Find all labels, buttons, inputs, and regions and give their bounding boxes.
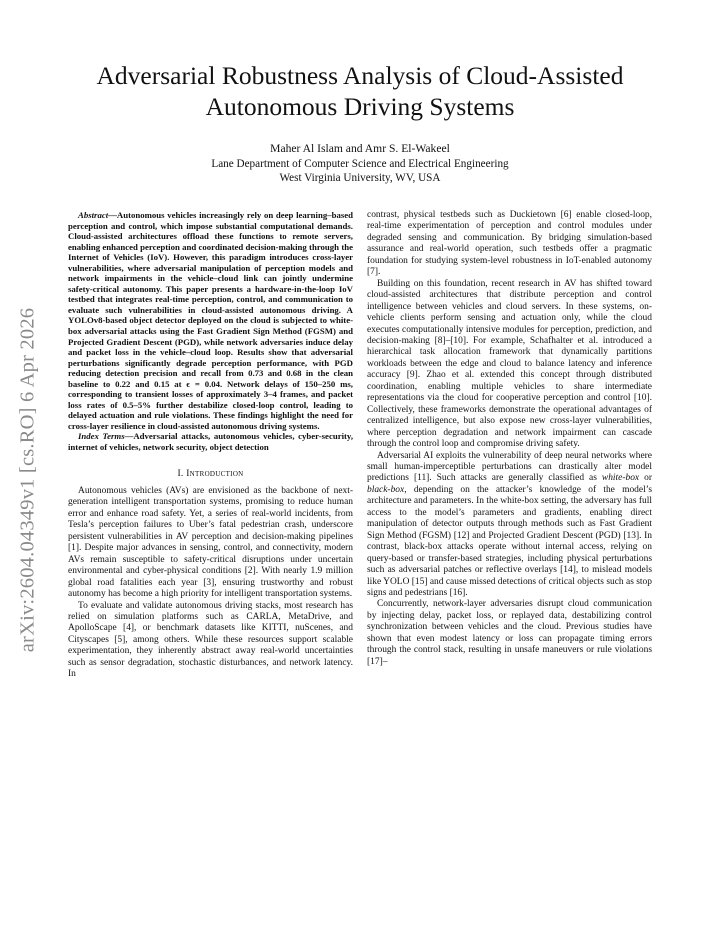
index-terms-label: Index Terms (78, 431, 125, 442)
section-heading-introduction (68, 469, 353, 480)
arxiv-identifier: arXiv:2604.04349v1 [cs.RO] 6 Apr 2026 (16, 307, 39, 653)
paragraph-4-part-a: Adversarial AI exploits the vulnerability of deep neural networks where small human-imperceptible perturbations can drastically alter model predictions [11]. Such attacks are generally classified as (367, 450, 652, 484)
index-terms (68, 431, 353, 452)
index-terms-text: —Adversarial attacks, autonomous vehicles, cyber-security, internet of vehicles, network security, object detection (68, 431, 354, 453)
intro-paragraph-3: Building on this foundation, recent research in AV has shifted toward cloud-assisted architectures that distribute perception and control intelligence between vehicles and cloud servers. In these systems, on-vehicle clients perform sensing and actuation only, while the cloud executes computationally intensive modules for perception, prediction, and decision-making [8]–[10]. For example, Schafhalter et al. introduced a hierarchical task allocation framework that dynamically partitions workloads between the edge and cloud to balance latency and inference accuracy [9]. Zhao et al. extended this concept through distributed coordination, enabling multiple vehicles to share intermediate representations via the cloud for cooperative perception and control [10]. Collectively, these frameworks demonstrate the operational advantages of centralized intelligence, but also expose new cross-layer vulnerabilities, where perception degradation and network impairment can cascade through the control loop and compromise driving safety. (367, 278, 652, 450)
abstract (68, 210, 353, 431)
affiliation-department: Lane Department of Computer Science and Electrical Engineering (211, 158, 509, 170)
term-black-box: black-box (367, 484, 405, 495)
title-line-2: Autonomous Driving Systems (205, 92, 515, 121)
author-block (40, 142, 680, 185)
section-number: I. (177, 468, 187, 479)
section-title: Introduction (186, 468, 244, 479)
title-line-1: Adversarial Robustness Analysis of Cloud-Assisted (96, 61, 624, 90)
affiliation-university: West Virginia University, WV, USA (279, 172, 441, 184)
intro-paragraph-5: Concurrently, network-layer adversaries disrupt cloud communication by injecting delay, packet loss, or replayed data, destabilizing control synchronization between vehicles and the cloud. Previous studies have shown that even modest latency or loss can propagate timing errors through the control stack, resulting in unsafe maneuvers or rule violations [17]– (367, 599, 652, 667)
abstract-text: —Autonomous vehicles increasingly rely on deep learning–based perception and control, which impose substantial computational demands. Cloud-assisted architectures offload these functions to remote servers, enabling enhanced perception and coordinated decision-making through the Internet of Vehicles (IoV). However, this paradigm introduces cross-layer vulnerabilities, where adversarial manipulation of perception models and network impairments in the vehicle–cloud link can jointly undermine safety-critical autonomy. This paper presents a hardware-in-the-loop IoV testbed that integrates real-time perception, control, and communication to evaluate such vulnerabilities in cloud-assisted autonomous driving. A YOLOv8-based object detector deployed on the cloud is subjected to white-box adversarial attacks using the Fast Gradient Sign Method (FGSM) and Projected Gradient Descent (PGD), while network adversaries induce delay and packet loss in the vehicle–cloud loop. Results show that adversarial perturbations significantly degrade perception performance, with PGD reducing detection precision and recall from 0.73 and 0.68 in the clean baseline to 0.22 and 0.15 at ϵ = 0.04. Network delays of 150–250 ms, corresponding to transient losses of approximately 3–4 frames, and packet loss rates of 0.5–5% further destabilize closed-loop control, leading to delayed actuation and rule violations. These findings highlight the need for cross-layer resilience in cloud-assisted autonomous driving systems. (68, 210, 353, 431)
abstract-label: Abstract (78, 210, 109, 220)
paper-title (40, 60, 680, 122)
intro-paragraph-2: To evaluate and validate autonomous driving stacks, most research has relied on simulation platforms such as CARLA, MetaDrive, and ApolloScape [4], or benchmark datasets like KITTI, nuScenes, and Cityscapes [5], among others. While these resources support scalable experimentation, they inherently abstract away real-world uncertainties such as sensor degradation, stochastic disturbances, and network latency. In (68, 600, 353, 680)
intro-paragraph-4 (367, 451, 652, 600)
paragraph-4-or: or (639, 473, 652, 484)
intro-paragraph-2-continued: contrast, physical testbeds such as Duckietown [6] enable closed-loop, real-time experimentation of perception and control modules under degraded sensing and communication. By bridging simulation-based assurance and real-world operation, such testbeds offer a pragmatic foundation for studying system-level robustness in IoT-enabled autonomy [7]. (367, 210, 652, 278)
paragraph-4-part-b: , depending on the attacker’s knowledge of the model’s architecture and parameters. In the white-box setting, the adversary has full access to the model’s parameters and gradients, enabling direct manipulation of detector outputs through methods such as Fast Gradient Sign Method (FGSM) [12] and Projected Gradient Descent (PGD) [13]. In contrast, black-box attacks operate without internal access, relying on query-based or transfer-based strategies, including physical perturbations such as adversarial patches or reflective overlays [14], to mislead models like YOLO [15] and cause missed detections of critical objects such as stop signs and pedestrians [16]. (367, 484, 652, 598)
term-white-box: white-box (601, 473, 640, 484)
author-names: Maher Al Islam and Amr S. El-Wakeel (270, 142, 450, 155)
right-column (367, 210, 652, 668)
intro-paragraph-1: Autonomous vehicles (AVs) are envisioned as the backbone of next-generation intelligent transportation systems, promising to reduce human error and enhance road safety. Yet, a series of real-world incidents, from Tesla’s perception failures to Uber’s fatal pedestrian crash, underscore persistent vulnerabilities in AV perception and decision-making pipelines [1]. Despite major advances in sensing, control, and connectivity, modern AVs remain susceptible to safety-critical disruptions under uncertain environmental and cyber-physical conditions [2]. With nearly 1.9 million global road fatalities each year [3], ensuring trustworthy and robust autonomy has become a high priority for intelligent transportation systems. (68, 486, 353, 600)
left-column (68, 210, 353, 681)
